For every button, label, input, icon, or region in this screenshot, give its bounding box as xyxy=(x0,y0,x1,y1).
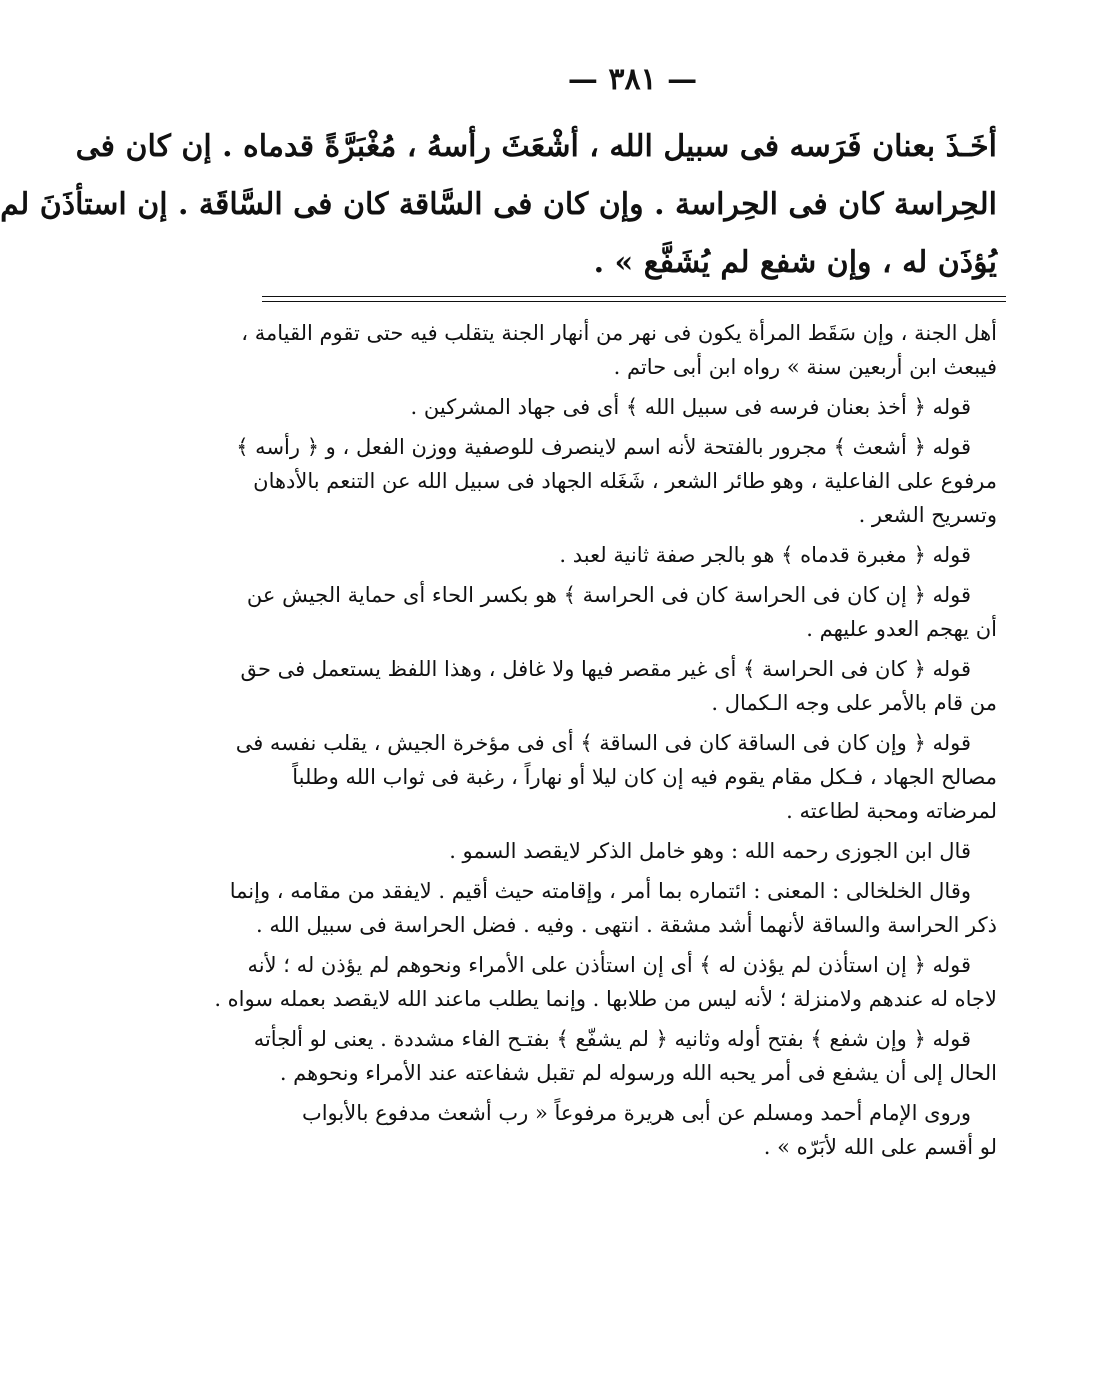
commentary-line: الحال إلى أن يشفع فى أمر يحبه الله ورسوله لم تقبل شفاعته عند الأمراء ونحوهم . xyxy=(279,1061,997,1085)
commentary-line: ذكر الحراسة والساقة لأنهما أشد مشقة . انتهى . وفيه . فضل الحراسة فى سبيل الله . xyxy=(255,913,997,937)
commentary-paragraph xyxy=(262,538,997,572)
commentary-line: وتسريح الشعر . xyxy=(858,503,997,527)
commentary-line: فيبعث ابن أربعين سنة » رواه ابن أبى حاتم . xyxy=(613,355,997,379)
double-rule-divider xyxy=(262,296,1006,302)
commentary-line: من قام بالأمر على وجه الـكمال . xyxy=(711,691,997,715)
commentary-line: قوله ﴿ وإن شفع ﴾ بفتح أوله وثانيه ﴿ لم يشفّع ﴾ بفتـح الفاء مشددة . يعنى لو ألجأته xyxy=(253,1027,971,1051)
commentary-line: وقال الخلخالى : المعنى : ائتماره بما أمر ، وإقامته حيث أقيم . لايفقد من مقامه ، وإنما xyxy=(229,879,971,903)
commentary-line: قوله ﴿ أشعث ﴾ مجرور بالفتحة لأنه اسم لاينصرف للوصفية ووزن الفعل ، و ﴿ رأسه ﴾ xyxy=(236,435,971,459)
commentary-paragraph xyxy=(262,390,997,424)
commentary-line: أهل الجنة ، وإن سَقَط المرأة يكون فى نهر من أنهار الجنة يتقلب فيه حتى تقوم القيامة ، xyxy=(241,321,997,345)
commentary-paragraph xyxy=(235,726,997,828)
commentary-line: قوله ﴿ كان فى الحراسة ﴾ أى غير مقصر فيها ولا غافل ، وهذا اللفظ يستعمل فى حق xyxy=(240,657,971,681)
page-number: — ٣٨١ — xyxy=(567,62,698,97)
commentary-line: قوله ﴿ وإن كان فى الساقة كان فى الساقة ﴾ أى فى مؤخرة الجيش ، يقلب نفسه فى xyxy=(235,731,971,755)
main-text-line: يُؤذَن له ، وإن شفع لم يُشَفَّع » . xyxy=(593,245,997,280)
commentary-paragraph xyxy=(253,1022,997,1090)
commentary-line: لمرضاته ومحبة لطاعته . xyxy=(786,799,997,823)
commentary-line: لو أقسم على الله لأبَرّه » . xyxy=(763,1135,997,1159)
commentary-line: قوله ﴿ إن كان فى الحراسة كان فى الحراسة ﴾ هو بكسر الحاء أى حماية الجيش عن xyxy=(246,583,971,607)
commentary-paragraph xyxy=(246,578,997,646)
commentary-line: قال ابن الجوزى رحمه الله : وهو خامل الذكر لايقصد السمو . xyxy=(449,839,971,863)
commentary-line: مصالح الجهاد ، فـكل مقام يقوم فيه إن كان ليلا أو نهاراً ، رغبة فى ثواب الله وطلباً xyxy=(292,765,997,789)
commentary-paragraph xyxy=(240,652,997,720)
main-text-line: الحِراسة كان فى الحِراسة . وإن كان فى السَّاقة كان فى السَّاقَة . إن استأذَنَ لم xyxy=(0,187,997,222)
commentary-paragraph xyxy=(229,874,997,942)
commentary-line: وروى الإمام أحمد ومسلم عن أبى هريرة مرفوعاً « رب أشعث مدفوع بالأبواب xyxy=(301,1101,971,1125)
commentary-line: قوله ﴿ مغبرة قدماه ﴾ هو بالجر صفة ثانية لعبد . xyxy=(559,543,971,567)
commentary-paragraph xyxy=(262,834,997,868)
commentary-paragraph xyxy=(214,948,997,1016)
commentary xyxy=(214,316,997,1170)
commentary-line: قوله ﴿ أخذ بعنان فرسه فى سبيل الله ﴾ أى فى جهاد المشركين . xyxy=(410,395,971,419)
commentary-line: أن يهجم العدو عليهم . xyxy=(806,617,997,641)
main-text xyxy=(0,118,997,292)
commentary-line: قوله ﴿ إن استأذن لم يؤذن له ﴾ أى إن استأذن على الأمراء ونحوهم لم يؤذن له ؛ لأنه xyxy=(247,953,971,977)
commentary-line: لاجاه له عندهم ولامنزلة ؛ لأنه ليس من طلابها . وإنما يطلب ماعند الله لايقصد بعمله سواه . xyxy=(214,987,997,1011)
commentary-line: مرفوع على الفاعلية ، وهو طائر الشعر ، شَغَله الجهاد فى سبيل الله عن التنعم بالأدهان xyxy=(253,469,997,493)
commentary-paragraph xyxy=(236,430,997,532)
main-text-line: أخَـذَ بعنان فَرَسه فى سبيل الله ، أشْعَثَ رأسهُ ، مُغْبَرَّةً قدماه . إن كان فى xyxy=(75,129,997,164)
commentary-paragraph xyxy=(262,1096,997,1164)
commentary-paragraph xyxy=(241,316,997,384)
